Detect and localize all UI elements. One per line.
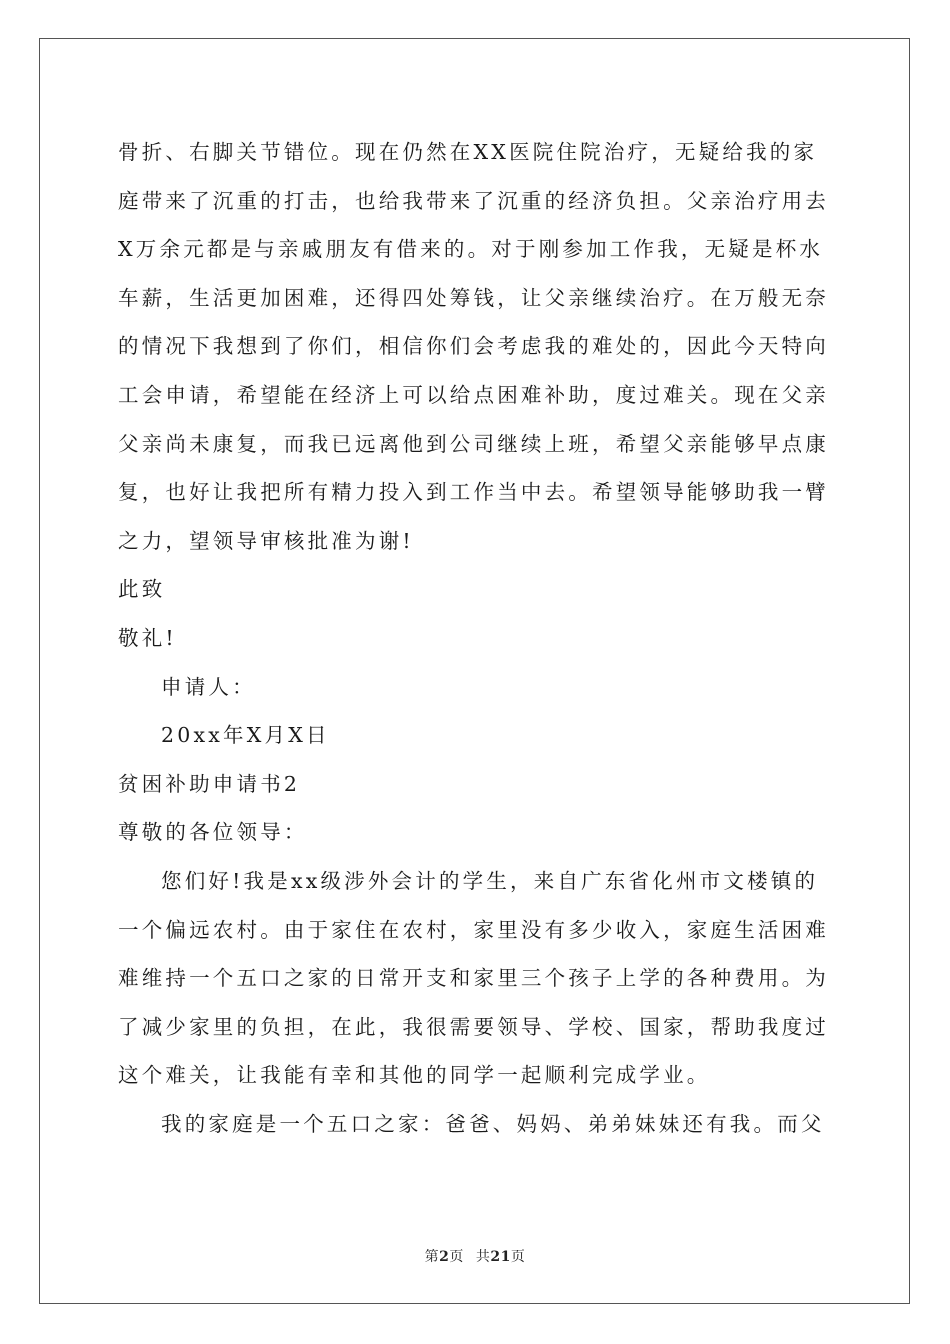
text-line: 这个难关，让我能有幸和其他的同学一起顺利完成学业。 xyxy=(118,1063,711,1088)
text-line: 复，也好让我把所有精力投入到工作当中去。希望领导能够助我一臂 xyxy=(118,480,829,505)
total-suffix: 页 xyxy=(510,1249,526,1265)
applicant-label: 申请人： xyxy=(161,674,256,699)
text-line: 工会申请，希望能在经济上可以给点困难补助，度过难关。现在父亲 xyxy=(118,382,829,407)
text-line: 之力，望领导审核批准为谢! xyxy=(118,528,414,553)
text-line: 难维持一个五口之家的日常开支和家里三个孩子上学的各种费用。为 xyxy=(118,966,829,991)
closing-regards: 敬礼! xyxy=(118,625,177,650)
total-pages: 21 xyxy=(490,1249,511,1265)
document-body xyxy=(118,128,838,1148)
text-line: 庭带来了沉重的打击，也给我带来了沉重的经济负担。父亲治疗用去 xyxy=(118,188,829,213)
text-line: 车薪，生活更加困难，还得四处筹钱，让父亲继续治疗。在万般无奈 xyxy=(118,285,829,310)
text-line: 骨折、右脚关节错位。现在仍然在XX医院住院治疗，无疑给我的家 xyxy=(118,140,818,164)
text-line: X万余元都是与亲戚朋友有借来的。对于刚参加工作我，无疑是杯水 xyxy=(118,237,824,262)
page-footer xyxy=(0,1246,950,1266)
text-line: 的情况下我想到了你们，相信你们会考虑我的难处的，因此今天特向 xyxy=(118,334,829,359)
text-line: 您们好!我是xx级涉外会计的学生，来自广东省化州市文楼镇的 xyxy=(161,868,819,893)
page-suffix: 页 xyxy=(449,1249,464,1265)
section-title: 贫困补助申请书2 xyxy=(118,771,301,796)
text-line: 我的家庭是一个五口之家：爸爸、妈妈、弟弟妹妹还有我。而父 xyxy=(161,1111,825,1136)
date-line: 20xx年X月X日 xyxy=(161,723,330,748)
closing-salutation: 此致 xyxy=(118,577,166,602)
text-line: 了减少家里的负担，在此，我很需要领导、学校、国家，帮助我度过 xyxy=(118,1014,829,1039)
page-number: 2 xyxy=(439,1249,450,1265)
text-line: 父亲尚未康复，而我已远离他到公司继续上班，希望父亲能够早点康 xyxy=(118,431,829,456)
greeting: 尊敬的各位领导： xyxy=(118,820,308,845)
total-prefix: 共 xyxy=(475,1249,491,1265)
page-prefix: 第 xyxy=(424,1249,440,1265)
text-line: 一个偏远农村。由于家住在农村，家里没有多少收入，家庭生活困难 xyxy=(118,917,829,942)
